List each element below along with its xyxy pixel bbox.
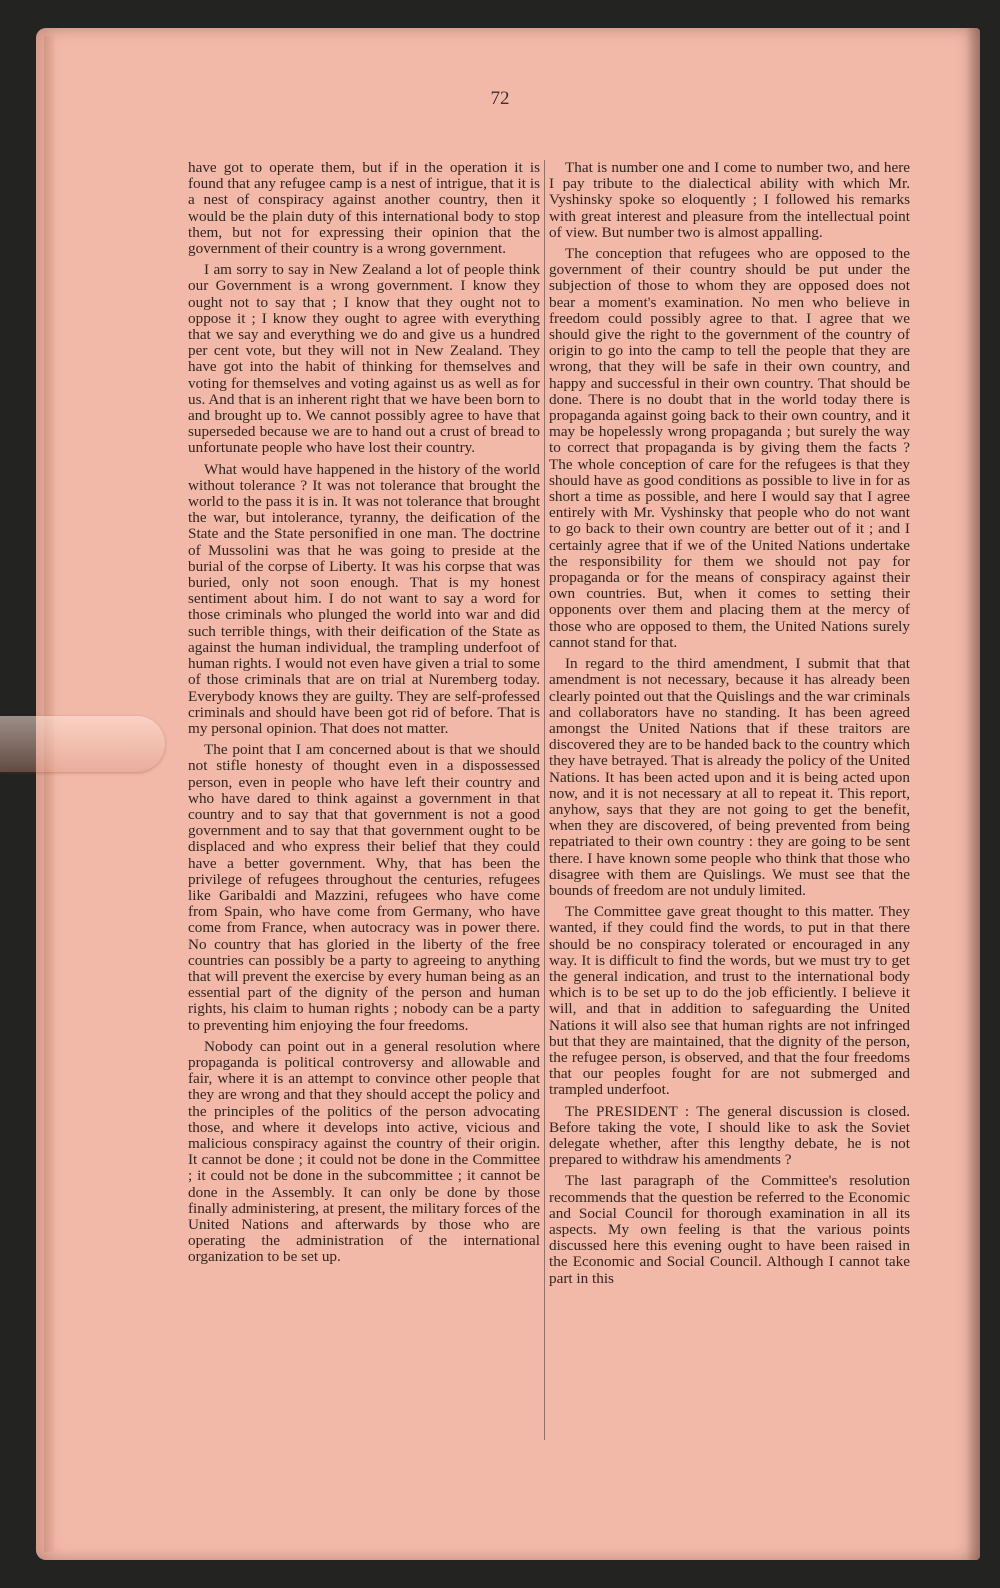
paragraph: The point that I am concerned about is that we should not stifle honesty of thought even in a dispossessed person, even in people who have left their country and who have dared to think against a government in that country and to say that that government is not a good government and to say that that government ought to be displaced and who express their belief that they could have a better government. Why, that has been the privilege of refugees throughout the centuries, refugees like Garibaldi and Mazzini, refugees who have come from Spain, who have come from Germany, who have come from France, when autocracy was in power there. No country that has gloried in the liberty of the free countries can possibly be a party to agreeing to anything that will prevent the exercise by every human being as an essential part of the dignity of the person and human rights, his claim to human rights ; nobody can be a party to preventing him enjoying the four freedoms. (188, 741, 540, 1034)
right-column (549, 160, 910, 1292)
paragraph: That is number one and I come to number two, and here I pay tribute to the dialectical ability with which Mr. Vyshinsky spoke so eloquently ; I followed his remarks with great interest and pleasure from the intellectual point of view. But number two is almost appalling. (549, 159, 910, 241)
paragraph: have got to operate them, but if in the operation it is found that any refugee camp is a nest of intrigue, that it is a nest of conspiracy against another country, then it would be the plain duty of this international body to stop them, but not for expressing their opinion that the government of their country is a wrong government. (188, 159, 540, 258)
paragraph: The conception that refugees who are opposed to the government of their country should be put under the subjection of those to whom they are opposed does not bear a moment's examination. No men who believe in freedom could possibly agree to that. I agree that we should give the right to the government of the country of origin to go into the camp to tell the people that they are wrong, that they will be safe in their own country, and happy and successful in their own country. That should be done. There is no doubt that in the world today there is propaganda against going back to their own country, and it may be hopelessly wrong propaganda ; but surely the way to correct that propaganda is by giving them the facts ? The whole conception of care for the refugees is that they should have as good conditions as possible to live in for as short a time as possible, and here I would say that I agree entirely with Mr. Vyshinsky that people who do not want to go back to their own country are better out of it ; and I certainly agree that if we of the United Nations undertake the responsibility for them we should not pay for propaganda or for the means of conspiracy against their own countries. But, when it comes to setting their opponents over them and placing them at the mercy of those who are opposed to them, the United Nations surely cannot stand for that. (549, 245, 910, 651)
column-divider (544, 160, 545, 1440)
paragraph: I am sorry to say in New Zealand a lot of people think our Government is a wrong government. I know they ought not to say that ; I know that they ought not to oppose it ; I know they ought to agree with everything that we say and everything we do and give us a hundred per cent vote, but they will not in New Zealand. They have got into the habit of thinking for themselves and voting for themselves and voting against us as well as for us. And that is an inherent right that we have been born to and brought up to. We cannot possibly agree to have that superseded because we are to hand out a crust of bread to unfortunate people who have lost their country. (188, 261, 540, 457)
paragraph: The PRESIDENT : The general discussion is closed. Before taking the vote, I should like to ask the Soviet delegate whether, after this lengthy debate, he is not prepared to withdraw his amendments ? (549, 1102, 910, 1169)
page-number: 72 (490, 88, 510, 109)
paragraph: What would have happened in the history of the world without tolerance ? It was not tolerance that brought the world to the pass it is in. It was not tolerance that brought the war, but intolerance, tyranny, the deification of the State and the State personified in one man. The doctrine of Mussolini was that he was going to preside at the burial of the corpse of Liberty. It was his corpse that was buried, only not soon enough. That is my honest sentiment about him. I do not want to say a word for those criminals who plunged the world into war and did such terrible things, with their deification of the State as against the human individual, the trampling underfoot of human rights. I would not even have given a trial to some of those criminals that are on trial at Nuremberg today. Everybody knows they are guilty. They are self-professed criminals and should have been got rid of before. That is my personal opinion. That does not matter. (188, 460, 540, 737)
page-binding-edge (44, 36, 54, 1552)
paragraph: Nobody can point out in a general resolution where propaganda is political controversy and allowable and fair, where it is an attempt to convince other people that they are wrong and that they should accept the policy and the principles of the politics of the person advocating those, and where it develops into active, vicious and malicious conspiracy against the country of their origin. It cannot be done ; it could not be done in the Committee ; it could not be done in the subcommittee ; it cannot be done in the Assembly. It can only be done by those finally administering, at present, the military forces of the United Nations and afterwards by those who are operating the administration of the international organization to be set up. (188, 1037, 540, 1266)
paragraph: The last paragraph of the Committee's resolution recommends that the question be referred to the Economic and Social Council for thorough examination in all its aspects. My own feeling is that the various points discussed here this evening ought to have been raised in the Economic and Social Council. Although I cannot take part in this (549, 1172, 910, 1287)
paper-clip-tab (0, 716, 165, 772)
paragraph: The Committee gave great thought to this matter. They wanted, if they could find the words, to put in that there should be no conspiracy tolerated or encouraged in any way. It is difficult to find the words, but we must try to get the general indication, and trust to the international body which is to be set up to do the job efficiently. I believe it will, and that in addition to safeguarding the United Nations it will also see that human rights are not infringed but that they are maintained, that the dignity of the person, the refugee person, is observed, and that the four freedoms that our peoples fought for are not submerged and trampled underfoot. (549, 903, 910, 1099)
paragraph: In regard to the third amendment, I submit that that amendment is not necessary, because it has already been clearly pointed out that the Quislings and the war criminals and collaborators have no standing. It has been agreed amongst the United Nations that if these traitors are discovered they are to be handed back to the country which they have betrayed. That is already the policy of the United Nations. It has been acted upon and it is being acted upon now, and it is not necessary at all to repeat it. This report, anyhow, says that they are not going to get the benefit, when they are discovered, of being prevented from being repatriated to their own country : they are going to be sent there. I have known some people who think that those who disagree with them are Quislings. We must see that the bounds of freedom are not unduly limited. (549, 655, 910, 899)
left-column (188, 160, 540, 1271)
page-shadow-edge (966, 28, 980, 1560)
